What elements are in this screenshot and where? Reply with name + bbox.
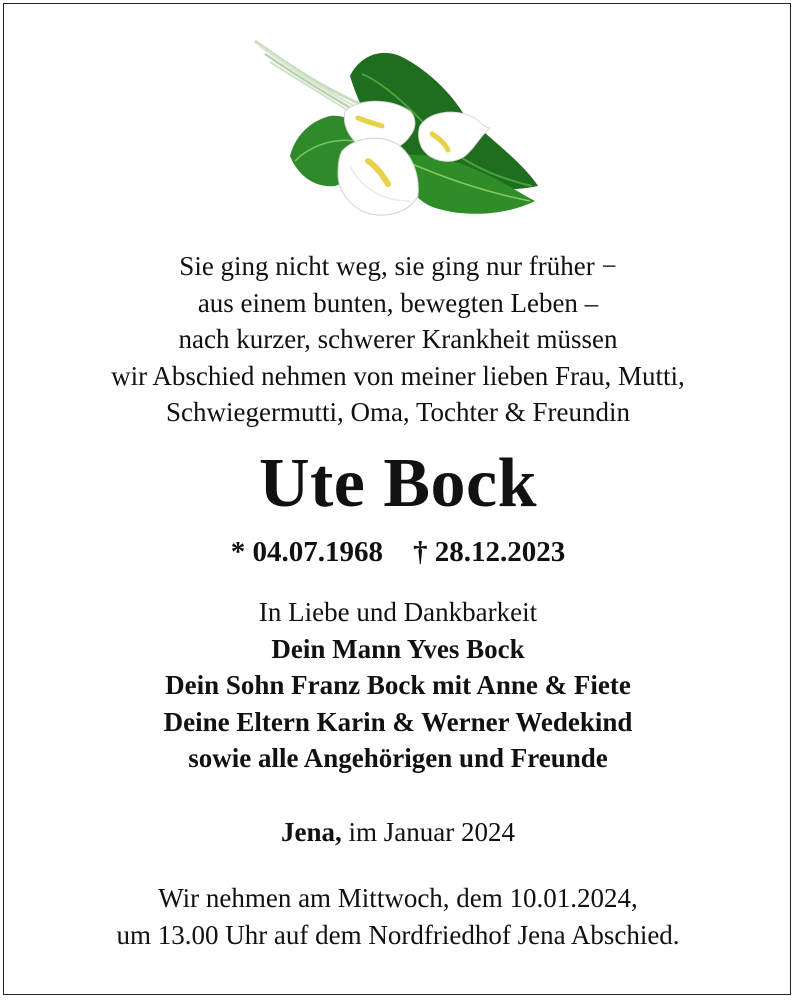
death-date: † 28.12.2023 [413,536,566,568]
poem [0,248,796,431]
poem-line: nach kurzer, schwerer Krankheit müssen [178,324,618,354]
funeral-line: Wir nehmen am Mittwoch, dem 10.01.2024, [158,883,638,913]
place-date [0,814,796,850]
mourner-line: Deine Eltern Karin & Werner Wedekind [163,706,633,737]
place-month: im Januar 2024 [341,817,515,847]
funeral-line: um 13.00 Uhr auf dem Nordfriedhof Jena Abschied. [116,919,680,950]
place-city: Jena, [281,817,342,847]
mourners-intro: In Liebe und Dankbarkeit [258,597,538,627]
deceased-name: Ute Bock [258,445,538,522]
mourners [0,594,796,777]
mourner-line: sowie alle Angehörigen und Freunde [188,743,608,773]
poem-line: Sie ging nicht weg, sie ging nur früher − [179,251,617,281]
mourner-line: Dein Sohn Franz Bock mit Anne & Fiete [165,670,631,700]
calla-lily-icon [250,36,540,220]
funeral-notice [0,880,796,953]
poem-line: wir Abschied nehmen von meiner lieben Frau, Mutti, [111,360,685,391]
life-dates [0,534,796,570]
poem-line: Schwiegermutti, Oma, Tochter & Freundin [165,397,631,427]
mourner-line: Dein Mann Yves Bock [271,633,525,664]
poem-line: aus einem bunten, bewegten Leben – [197,287,599,318]
birth-date: * 04.07.1968 [230,536,383,568]
